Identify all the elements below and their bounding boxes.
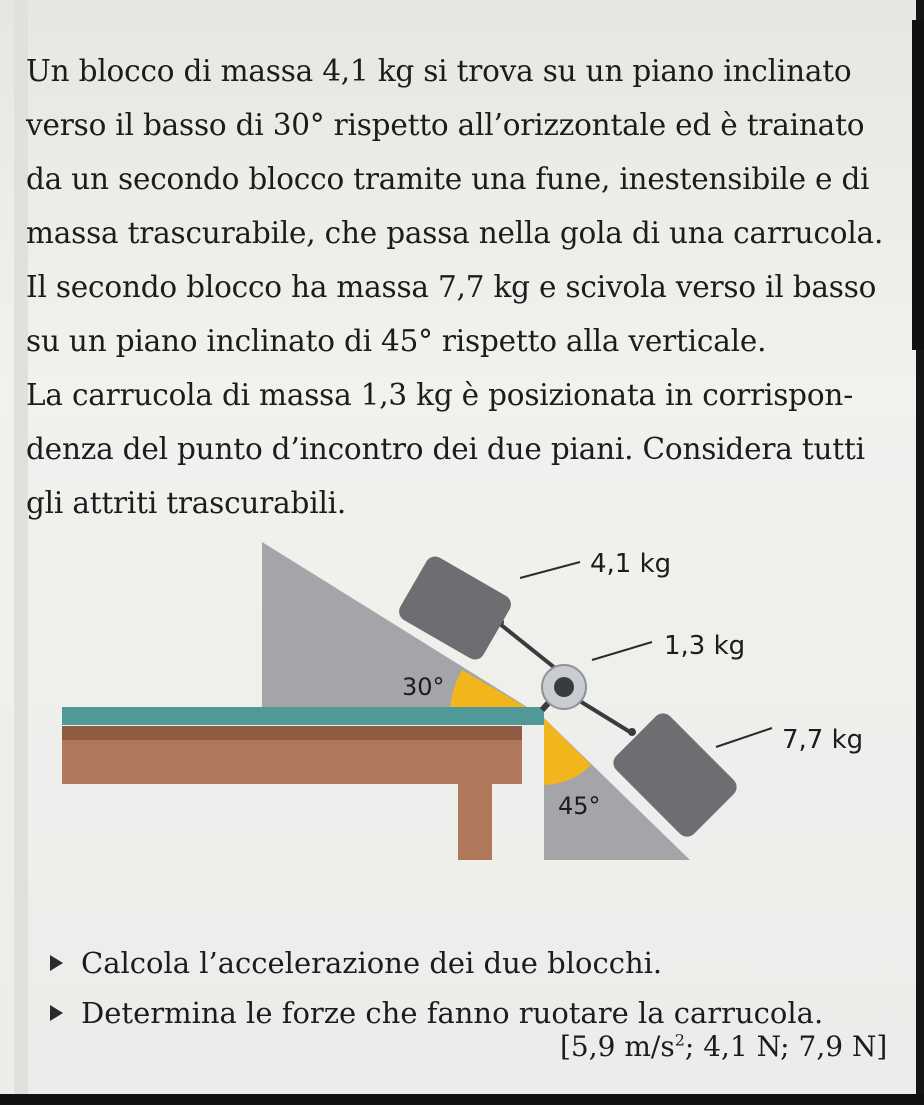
label-angle-30: 30° [402,673,445,701]
text-line: Un blocco di massa 4,1 kg si trova su un piano inclinato [26,54,852,88]
question-text: Calcola l’accelerazione dei due blocchi. [81,946,663,980]
text-line: gli attriti trascurabili. [26,486,347,520]
text-line: verso il basso di 30° rispetto all’orizzontale ed è trainato [26,108,865,142]
label-block-2: 7,7 kg [782,725,864,755]
answer-suffix: ; 4,1 N; 7,9 N] [684,1030,888,1063]
text-line: su un piano inclinato di 45° rispetto alla verticale. [26,324,767,358]
label-block-1: 4,1 kg [590,549,672,579]
table-leg [458,784,492,860]
table-body-shade [62,726,522,740]
leader-line [716,728,772,747]
question-text: Determina le forze che fanno ruotare la carrucola. [81,996,824,1030]
pulley [542,665,586,710]
table-top [62,707,544,725]
bottom-edge-shadow [0,1094,924,1105]
question-item [50,938,910,988]
text-line: da un secondo blocco tramite una fune, inestensibile e di [26,162,870,196]
text-line: Il secondo blocco ha massa 7,7 kg e scivola verso il basso [26,270,877,304]
label-pulley: 1,3 kg [664,631,746,661]
label-angle-45: 45° [558,792,601,820]
problem-text [26,44,906,530]
question-list [50,938,910,1038]
problem-paragraph-1 [26,44,906,368]
answer-key [560,1030,887,1063]
problem-paragraph-2 [26,368,906,530]
rope-hook [628,728,636,736]
bullet-triangle-icon [50,955,63,971]
text-line: denza del punto d’incontro dei due piani. Considera tutti [26,432,865,466]
inclined-planes-figure [40,520,880,880]
answer-exponent: 2 [674,1030,685,1050]
text-line: La carrucola di massa 1,3 kg è posizionata in corrispon- [26,378,853,412]
text-line: massa trascurabile, che passa nella gola di una carrucola. [26,216,884,250]
answer-prefix: [5,9 m/s [560,1030,675,1063]
bullet-triangle-icon [50,1005,63,1021]
leader-line [520,562,580,578]
right-edge-shadow [912,20,924,350]
leader-line [592,642,652,660]
